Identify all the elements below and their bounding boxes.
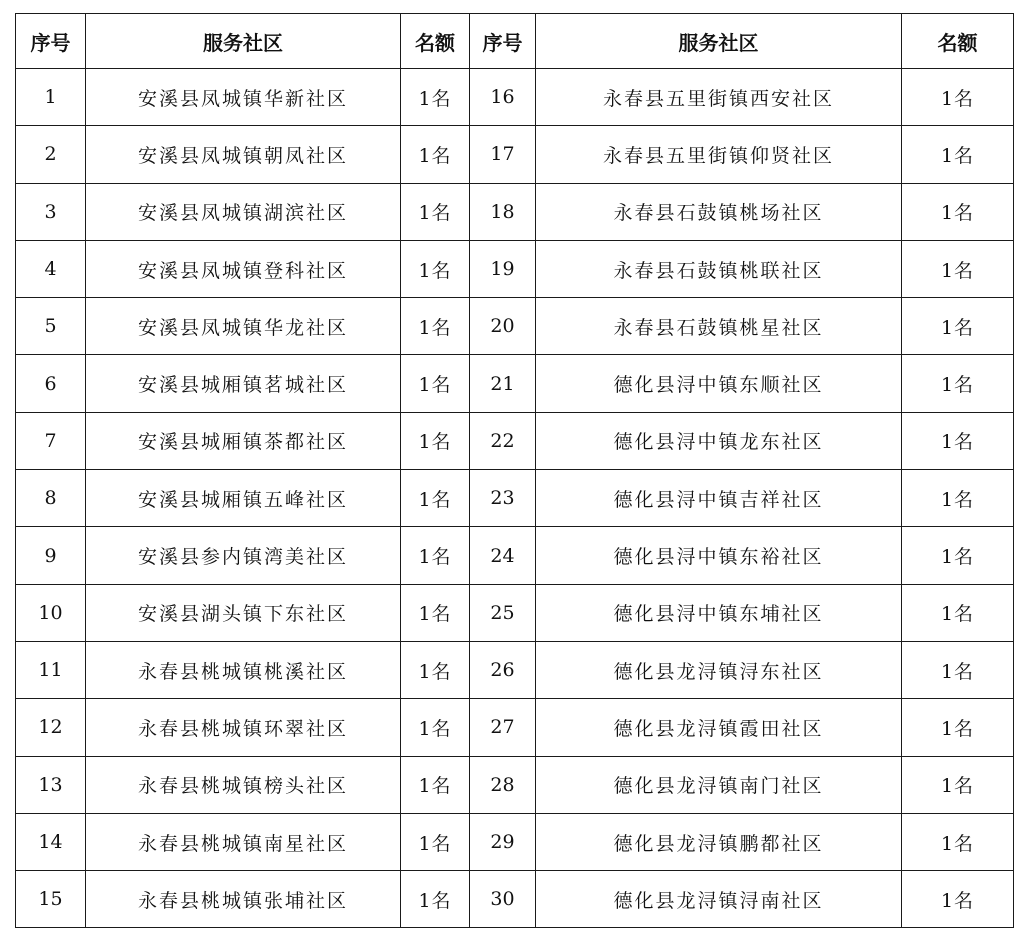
row-right-community: 德化县龙浔镇南门社区 — [536, 756, 902, 813]
table-row — [16, 527, 1014, 584]
row-right-no: 25 — [470, 584, 536, 641]
row-left-quota: 1名 — [401, 813, 470, 870]
row-right-community: 永春县石鼓镇桃联社区 — [536, 240, 902, 297]
row-left-community: 安溪县参内镇湾美社区 — [86, 527, 401, 584]
community-quota-table — [15, 13, 1014, 928]
table-row — [16, 412, 1014, 469]
header-right-community: 服务社区 — [536, 14, 902, 69]
row-right-community: 德化县龙浔镇鹏都社区 — [536, 813, 902, 870]
row-left-no: 5 — [16, 298, 86, 355]
row-left-no: 3 — [16, 183, 86, 240]
header-right-no: 序号 — [470, 14, 536, 69]
row-left-no: 2 — [16, 126, 86, 183]
row-right-no: 21 — [470, 355, 536, 412]
row-right-community: 德化县浔中镇吉祥社区 — [536, 470, 902, 527]
row-right-quota: 1名 — [902, 126, 1014, 183]
table-row — [16, 298, 1014, 355]
row-right-community: 德化县浔中镇东埔社区 — [536, 584, 902, 641]
row-right-no: 30 — [470, 871, 536, 928]
row-right-quota: 1名 — [902, 813, 1014, 870]
header-right-quota: 名额 — [902, 14, 1014, 69]
row-left-quota: 1名 — [401, 756, 470, 813]
table-row — [16, 126, 1014, 183]
row-left-quota: 1名 — [401, 183, 470, 240]
row-left-no: 10 — [16, 584, 86, 641]
row-right-no: 16 — [470, 69, 536, 126]
row-left-community: 安溪县湖头镇下东社区 — [86, 584, 401, 641]
row-left-no: 7 — [16, 412, 86, 469]
row-right-community: 德化县龙浔镇霞田社区 — [536, 699, 902, 756]
row-left-community: 安溪县凤城镇朝凤社区 — [86, 126, 401, 183]
table-row — [16, 183, 1014, 240]
table-row — [16, 240, 1014, 297]
row-left-quota: 1名 — [401, 240, 470, 297]
row-right-quota: 1名 — [902, 641, 1014, 698]
row-right-quota: 1名 — [902, 871, 1014, 928]
row-left-quota: 1名 — [401, 355, 470, 412]
row-right-no: 27 — [470, 699, 536, 756]
row-right-quota: 1名 — [902, 355, 1014, 412]
row-left-no: 15 — [16, 871, 86, 928]
header-row — [16, 14, 1014, 69]
header-left-quota: 名额 — [401, 14, 470, 69]
row-left-quota: 1名 — [401, 69, 470, 126]
row-right-quota: 1名 — [902, 699, 1014, 756]
row-right-quota: 1名 — [902, 183, 1014, 240]
row-left-quota: 1名 — [401, 527, 470, 584]
table-row — [16, 355, 1014, 412]
table-row — [16, 69, 1014, 126]
row-left-community: 永春县桃城镇榜头社区 — [86, 756, 401, 813]
row-left-community: 安溪县凤城镇登科社区 — [86, 240, 401, 297]
row-left-community: 永春县桃城镇张埔社区 — [86, 871, 401, 928]
row-right-community: 德化县浔中镇龙东社区 — [536, 412, 902, 469]
row-right-quota: 1名 — [902, 527, 1014, 584]
row-left-no: 8 — [16, 470, 86, 527]
row-left-no: 14 — [16, 813, 86, 870]
row-right-community: 永春县五里街镇仰贤社区 — [536, 126, 902, 183]
row-left-community: 安溪县凤城镇湖滨社区 — [86, 183, 401, 240]
row-right-no: 22 — [470, 412, 536, 469]
row-right-community: 德化县龙浔镇浔南社区 — [536, 871, 902, 928]
row-left-community: 永春县桃城镇桃溪社区 — [86, 641, 401, 698]
row-left-quota: 1名 — [401, 871, 470, 928]
row-left-community: 安溪县城厢镇茗城社区 — [86, 355, 401, 412]
row-right-quota: 1名 — [902, 412, 1014, 469]
row-right-community: 永春县五里街镇西安社区 — [536, 69, 902, 126]
row-left-community: 安溪县城厢镇五峰社区 — [86, 470, 401, 527]
row-left-no: 12 — [16, 699, 86, 756]
row-right-quota: 1名 — [902, 240, 1014, 297]
row-right-quota: 1名 — [902, 298, 1014, 355]
row-right-community: 永春县石鼓镇桃场社区 — [536, 183, 902, 240]
table-body — [16, 69, 1014, 928]
row-right-no: 24 — [470, 527, 536, 584]
row-right-quota: 1名 — [902, 470, 1014, 527]
table-row — [16, 584, 1014, 641]
row-left-no: 1 — [16, 69, 86, 126]
row-left-quota: 1名 — [401, 584, 470, 641]
row-right-no: 20 — [470, 298, 536, 355]
row-right-community: 永春县石鼓镇桃星社区 — [536, 298, 902, 355]
row-right-no: 19 — [470, 240, 536, 297]
row-left-community: 安溪县凤城镇华新社区 — [86, 69, 401, 126]
row-right-community: 德化县龙浔镇浔东社区 — [536, 641, 902, 698]
row-left-community: 安溪县城厢镇茶都社区 — [86, 412, 401, 469]
row-right-no: 29 — [470, 813, 536, 870]
row-left-quota: 1名 — [401, 298, 470, 355]
row-right-quota: 1名 — [902, 584, 1014, 641]
row-left-no: 11 — [16, 641, 86, 698]
row-left-no: 4 — [16, 240, 86, 297]
row-left-no: 9 — [16, 527, 86, 584]
row-left-quota: 1名 — [401, 699, 470, 756]
row-right-community: 德化县浔中镇东顺社区 — [536, 355, 902, 412]
header-left-community: 服务社区 — [86, 14, 401, 69]
row-right-no: 17 — [470, 126, 536, 183]
row-right-community: 德化县浔中镇东裕社区 — [536, 527, 902, 584]
table-row — [16, 699, 1014, 756]
row-left-community: 永春县桃城镇环翠社区 — [86, 699, 401, 756]
row-left-quota: 1名 — [401, 470, 470, 527]
row-left-community: 永春县桃城镇南星社区 — [86, 813, 401, 870]
row-right-quota: 1名 — [902, 69, 1014, 126]
row-left-quota: 1名 — [401, 641, 470, 698]
row-right-no: 28 — [470, 756, 536, 813]
table-row — [16, 756, 1014, 813]
table-row — [16, 813, 1014, 870]
row-left-no: 13 — [16, 756, 86, 813]
row-left-no: 6 — [16, 355, 86, 412]
row-right-no: 26 — [470, 641, 536, 698]
header-left-no: 序号 — [16, 14, 86, 69]
table-row — [16, 641, 1014, 698]
table-row — [16, 871, 1014, 928]
table-row — [16, 470, 1014, 527]
row-right-no: 18 — [470, 183, 536, 240]
row-right-no: 23 — [470, 470, 536, 527]
row-left-quota: 1名 — [401, 412, 470, 469]
row-left-community: 安溪县凤城镇华龙社区 — [86, 298, 401, 355]
row-left-quota: 1名 — [401, 126, 470, 183]
row-right-quota: 1名 — [902, 756, 1014, 813]
